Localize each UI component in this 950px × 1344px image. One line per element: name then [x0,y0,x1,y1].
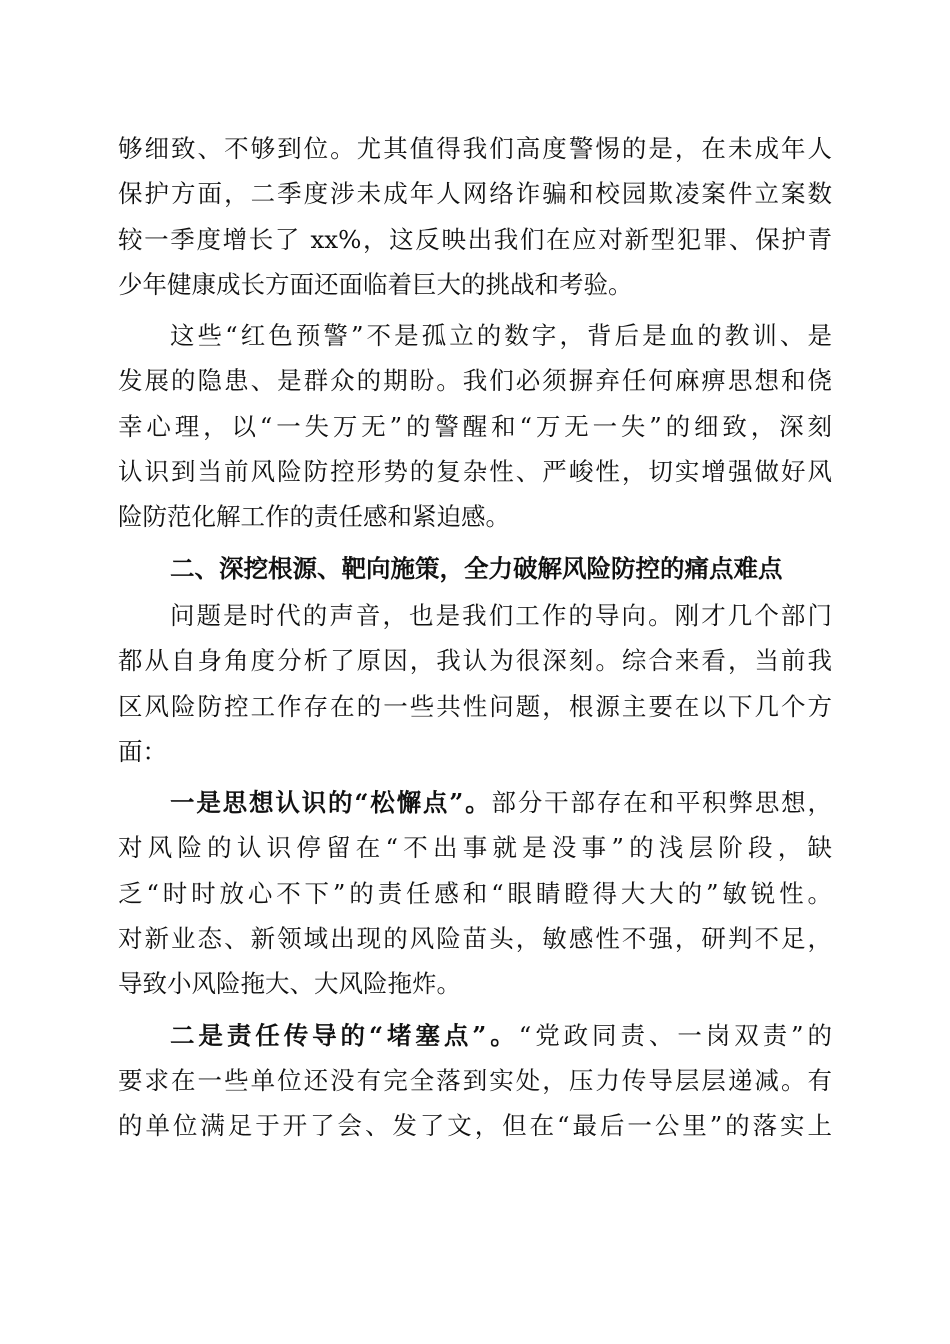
document-page [118,126,832,1149]
text-line: 这些“红色预警”不是孤立的数字，背后是血的教训、是 [170,321,832,351]
text-line: 区风险防控工作存在的一些共性问题，根源主要在以下几个方 [118,691,832,721]
text-line: 够细致、不够到位。尤其值得我们高度警惕的是，在未成年人 [118,134,832,163]
text-line [118,1013,832,1058]
text-line: 的单位满足于开了会、发了文，但在“最后一公里”的落实上 [118,1111,832,1141]
text-line: 对风险的认识停留在“不出事就是没事”的浅层阶段，缺 [118,833,832,863]
text-line: 发展的隐患、是群众的期盼。我们必须摒弃任何麻痹思想和侥 [118,366,832,396]
text-line [118,780,832,825]
text-run: 部分干部存在和平积弊思想， [491,788,833,818]
text-line: 少年健康成长方面还面临着巨大的挑战和考验。 [118,269,633,299]
paragraph-continuation [118,126,832,307]
text-line: 导致小风险拖大、大风险拖炸。 [118,969,461,999]
text-line: 认识到当前风险防控形势的复杂性、严峻性，切实增强做好风 [118,457,832,487]
paragraph-point-one [118,780,832,1006]
text-line: 对新业态、新领域出现的风险苗头，敏感性不强，研判不足， [118,924,832,954]
text-line: 保护方面，二季度涉未成年人网络诈骗和校园欺凌案件立案数 [118,179,832,209]
point-lead: 一是思想认识的“松懈点”。 [170,788,492,818]
paragraph-point-two [118,1013,832,1149]
text-line: 较一季度增长了 xx%，这反映出我们在应对新型犯罪、保护青 [118,224,832,254]
point-lead: 二是责任传导的“堵塞点”。 [170,1020,519,1050]
paragraph-problem-intro [118,593,832,774]
text-line: 问题是时代的声音，也是我们工作的导向。刚才几个部门 [170,600,832,630]
paragraph-red-warning [118,313,832,539]
text-line: 乏“时时放心不下”的责任感和“眼睛瞪得大大的”敏锐性。 [118,878,832,908]
text-run: “党政同责、一岗双责”的 [518,1020,832,1050]
text-line: 都从自身角度分析了原因，我认为很深刻。综合来看，当前我 [118,646,832,676]
text-line: 险防范化解工作的责任感和紧迫感。 [118,502,510,532]
text-line: 面： [118,736,167,766]
section-heading: 二、深挖根源、靶向施策，全力破解风险防控的痛点难点 [170,553,783,583]
text-line: 要求在一些单位还没有完全落到实处，压力传导层层递减。有 [118,1065,832,1095]
text-line: 幸心理，以“一失万无”的警醒和“万无一失”的细致，深刻 [118,411,832,441]
